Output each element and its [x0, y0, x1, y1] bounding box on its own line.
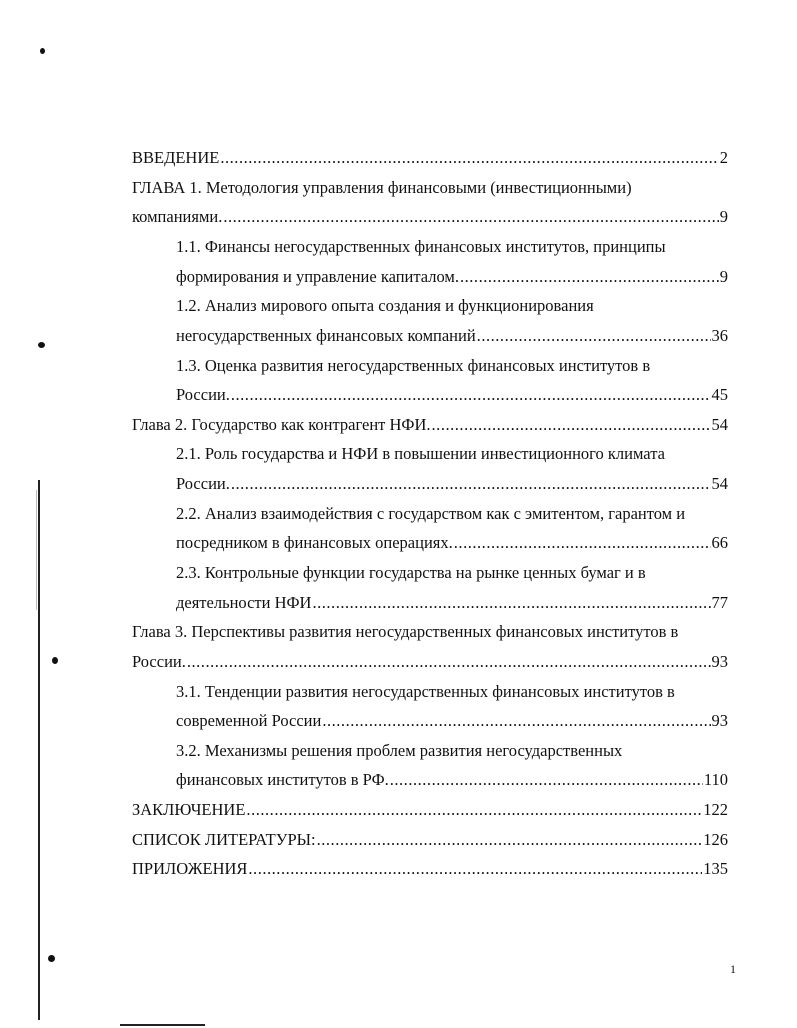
toc-leader-dots — [317, 829, 703, 851]
toc-entry-title: Глава 3. Перспективы развития негосударственных финансовых институтов в — [132, 622, 679, 641]
toc-entry-chapter-3[interactable] — [132, 621, 728, 643]
toc-entry-title: негосударственных финансовых компаний — [176, 326, 476, 345]
toc-entry-page: 54 — [711, 474, 728, 493]
toc-entry-1-2[interactable] — [176, 295, 728, 317]
scan-speck — [40, 48, 45, 54]
toc-entry-1-1-cont[interactable] — [176, 266, 728, 288]
toc-entry-title: России. — [176, 474, 230, 493]
toc-entry-2-1-cont[interactable] — [176, 473, 728, 495]
toc-leader-dots — [231, 473, 711, 495]
toc-entry-title: ПРИЛОЖЕНИЯ — [132, 859, 248, 878]
toc-entry-1-2-cont[interactable] — [176, 325, 728, 347]
toc-leader-dots — [246, 799, 702, 821]
toc-leader-dots — [248, 858, 702, 880]
toc-leader-dots — [477, 325, 711, 347]
toc-entry-title: Глава 2. Государство как контрагент НФИ. — [132, 415, 431, 434]
toc-entry-title: 2.1. Роль государства и НФИ в повышении инвестиционного климата — [176, 444, 665, 463]
scan-speck — [52, 657, 58, 664]
toc-entry-chapter-3-cont[interactable] — [132, 651, 728, 673]
toc-entry-page: 110 — [703, 770, 728, 789]
toc-entry-title: 3.2. Механизмы решения проблем развития негосударственных — [176, 741, 623, 760]
toc-entry-page: 122 — [703, 800, 728, 819]
toc-entry-chapter-1[interactable] — [132, 177, 728, 199]
toc-entry-2-3[interactable] — [176, 562, 728, 584]
toc-entry-3-1[interactable] — [176, 681, 728, 703]
toc-entry-title: 3.1. Тенденции развития негосударственных финансовых институтов в — [176, 682, 675, 701]
toc-entry-title: 2.3. Контрольные функции государства на рынке ценных бумаг и в — [176, 563, 646, 582]
toc-entry-title: России. — [176, 385, 230, 404]
scan-speck — [48, 955, 55, 962]
toc-entry-2-3-cont[interactable] — [176, 592, 728, 614]
scan-edge-shadow — [36, 490, 37, 610]
toc-entry-page: 54 — [711, 415, 728, 434]
toc-leader-dots — [432, 414, 711, 436]
toc-entry-1-1[interactable] — [176, 236, 728, 258]
toc-entry-title: 1.2. Анализ мирового опыта создания и функционирования — [176, 296, 594, 315]
toc-entry-page: 2 — [719, 148, 728, 167]
toc-entry-title: посредником в финансовых операциях. — [176, 533, 453, 552]
toc-entry-title: финансовых институтов в РФ. — [176, 770, 389, 789]
toc-entry-page: 9 — [719, 207, 728, 226]
toc-entry-3-2[interactable] — [176, 740, 728, 762]
toc-entry-2-1[interactable] — [176, 443, 728, 465]
toc-entry-title: ЗАКЛЮЧЕНИЕ — [132, 800, 246, 819]
toc-entry-page: 135 — [703, 859, 728, 878]
toc-leader-dots — [454, 532, 711, 554]
toc-leader-dots — [223, 206, 718, 228]
toc-entry-conclusion[interactable] — [132, 799, 728, 821]
toc-leader-dots — [322, 710, 710, 732]
toc-entry-title: 1.1. Финансы негосударственных финансовых институтов, принципы — [176, 237, 666, 256]
toc-leader-dots — [390, 769, 703, 791]
scan-edge-line — [38, 480, 40, 1020]
scan-bottom-stroke — [120, 1024, 205, 1026]
toc-leader-dots — [231, 384, 711, 406]
scan-speck — [38, 342, 45, 348]
toc-entry-3-1-cont[interactable] — [176, 710, 728, 732]
toc-entry-page: 77 — [711, 593, 728, 612]
toc-entry-chapter-1-cont[interactable] — [132, 206, 728, 228]
toc-leader-dots — [460, 266, 719, 288]
toc-entry-bibliography[interactable] — [132, 829, 728, 851]
toc-entry-title: 1.3. Оценка развития негосударственных финансовых институтов в — [176, 356, 651, 375]
toc-entry-title: современной России — [176, 711, 322, 730]
toc-entry-page: 9 — [719, 267, 728, 286]
toc-entry-2-2-cont[interactable] — [176, 532, 728, 554]
toc-entry-3-2-cont[interactable] — [176, 769, 728, 791]
toc-entry-title: ГЛАВА 1. Методология управления финансовыми (инвестиционными) — [132, 178, 632, 197]
page-number: 1 — [730, 962, 736, 976]
toc-entry-title: ВВЕДЕНИЕ — [132, 148, 220, 167]
toc-leader-dots — [312, 592, 710, 614]
toc-entry-chapter-2[interactable] — [132, 414, 728, 436]
toc-entry-page: 126 — [703, 830, 728, 849]
toc-entry-title: СПИСОК ЛИТЕРАТУРЫ: — [132, 830, 316, 849]
toc-entry-page: 93 — [711, 652, 728, 671]
toc-entry-1-3[interactable] — [176, 355, 728, 377]
toc-entry-title: деятельности НФИ — [176, 593, 312, 612]
toc-entry-1-3-cont[interactable] — [176, 384, 728, 406]
toc-entry-appendices[interactable] — [132, 858, 728, 880]
toc-entry-page: 36 — [711, 326, 728, 345]
toc-entry-title: формирования и управление капиталом. — [176, 267, 459, 286]
toc-entry-title: России. — [132, 652, 186, 671]
toc-entry-title: 2.2. Анализ взаимодействия с государством как с эмитентом, гарантом и — [176, 504, 686, 523]
toc-entry-page: 66 — [711, 533, 728, 552]
toc-leader-dots — [187, 651, 711, 673]
toc-entry-title: компаниями. — [132, 207, 223, 226]
toc-entry-page: 93 — [711, 711, 728, 730]
toc-entry-2-2[interactable] — [176, 503, 728, 525]
toc-entry-page: 45 — [711, 385, 728, 404]
toc-entry-introduction[interactable] — [132, 147, 728, 169]
toc-leader-dots — [220, 147, 718, 169]
